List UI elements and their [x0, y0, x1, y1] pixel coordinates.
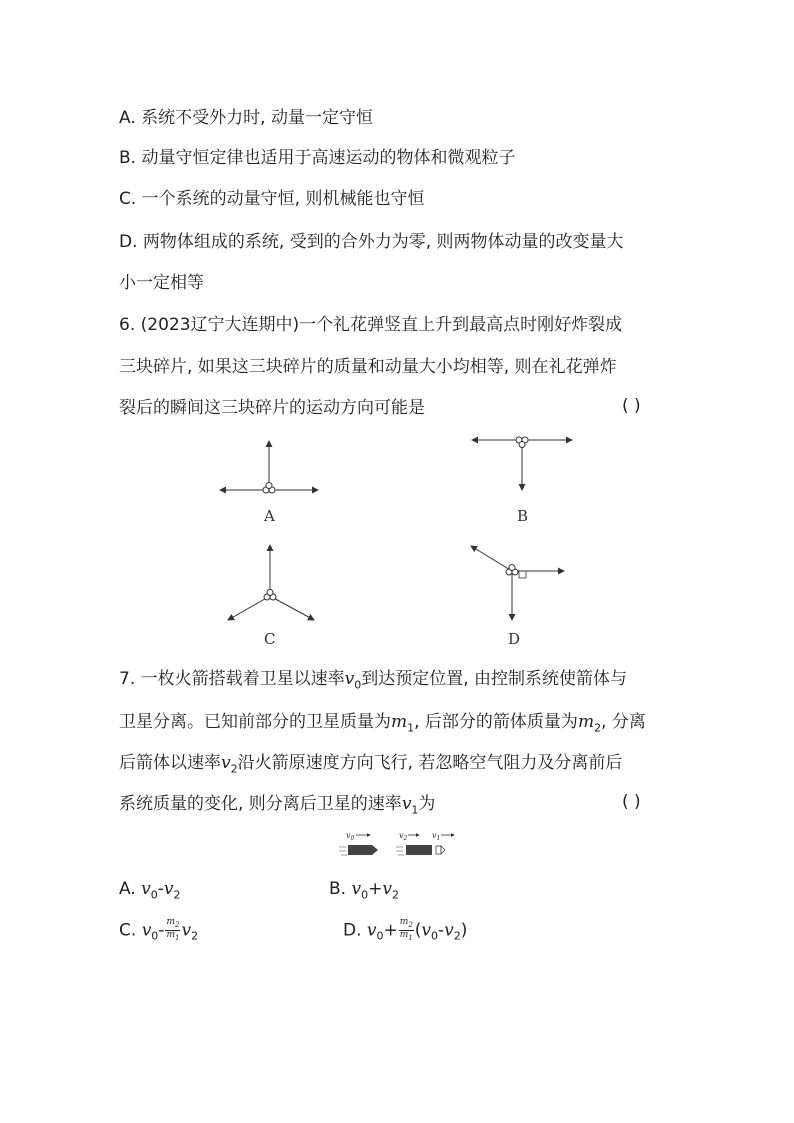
q7-option-b: B. $v_0+v_2$ — [329, 879, 399, 902]
q6-figure-a-label: A — [264, 507, 275, 525]
q5-option-a: A. 系统不受外力时, 动量一定守恒 — [119, 108, 373, 128]
q6-figure-b — [468, 428, 576, 494]
q6-figure-a — [214, 438, 324, 500]
q6-figure-d — [466, 540, 572, 624]
q7-option-c: C. $v_0-$ $\frac{m_2}{m_1}$ $v_2$ — [119, 917, 199, 943]
q6-figure-b-label: B — [517, 507, 529, 525]
q7-answer-paren: ( ) — [622, 792, 641, 812]
q7-option-a: A. $v_0-v_2$ — [119, 879, 181, 902]
q6-figure-c — [222, 540, 322, 628]
q6-stem-line1: 6. (2023辽宁大连期中)一个礼花弹竖直上升到最高点时刚好炸裂成 — [119, 315, 623, 335]
rocket-v2-label: $v_2$ — [399, 831, 408, 842]
q7-stem-line2: 卫星分离。已知前部分的卫星质量为$m_1$, 后部分的箭体质量为$m_2$, 分离 — [119, 712, 646, 735]
q5-option-d-line1: D. 两物体组成的系统, 受到的合外力为零, 则两物体动量的改变量大 — [119, 232, 624, 252]
q7-option-d: D. $v_0+$ $\frac{m_2}{m_1}$ $(v_0-v_2)$ — [343, 917, 468, 943]
q7-rocket-figure — [336, 828, 462, 860]
rocket-v1-label: $v_1$ — [432, 831, 441, 842]
q6-figure-c-label: C — [264, 630, 276, 648]
q7-stem-line1: 7. 一枚火箭搭载着卫星以速率$v_0$到达预定位置, 由控制系统使箭体与 — [119, 669, 628, 692]
q7-stem-line3: 后箭体以速率$v_2$沿火箭原速度方向飞行, 若忽略空气阻力及分离前后 — [119, 753, 623, 776]
q6-answer-paren: ( ) — [622, 396, 641, 416]
rocket-v0-label: $v_0$ — [346, 831, 355, 842]
q6-figure-d-label: D — [508, 630, 521, 648]
q5-option-c: C. 一个系统的动量守恒, 则机械能也守恒 — [119, 189, 425, 209]
q6-stem-line3: 裂后的瞬间这三块碎片的运动方向可能是 — [119, 398, 425, 418]
q5-option-b: B. 动量守恒定律也适用于高速运动的物体和微观粒子 — [119, 148, 516, 168]
q7-stem-line4: 系统质量的变化, 则分离后卫星的速率$v_1$为 — [119, 794, 436, 817]
q6-stem-line2: 三块碎片, 如果这三块碎片的质量和动量大小均相等, 则在礼花弹炸 — [119, 357, 617, 377]
q5-option-d-line2: 小一定相等 — [119, 273, 204, 293]
